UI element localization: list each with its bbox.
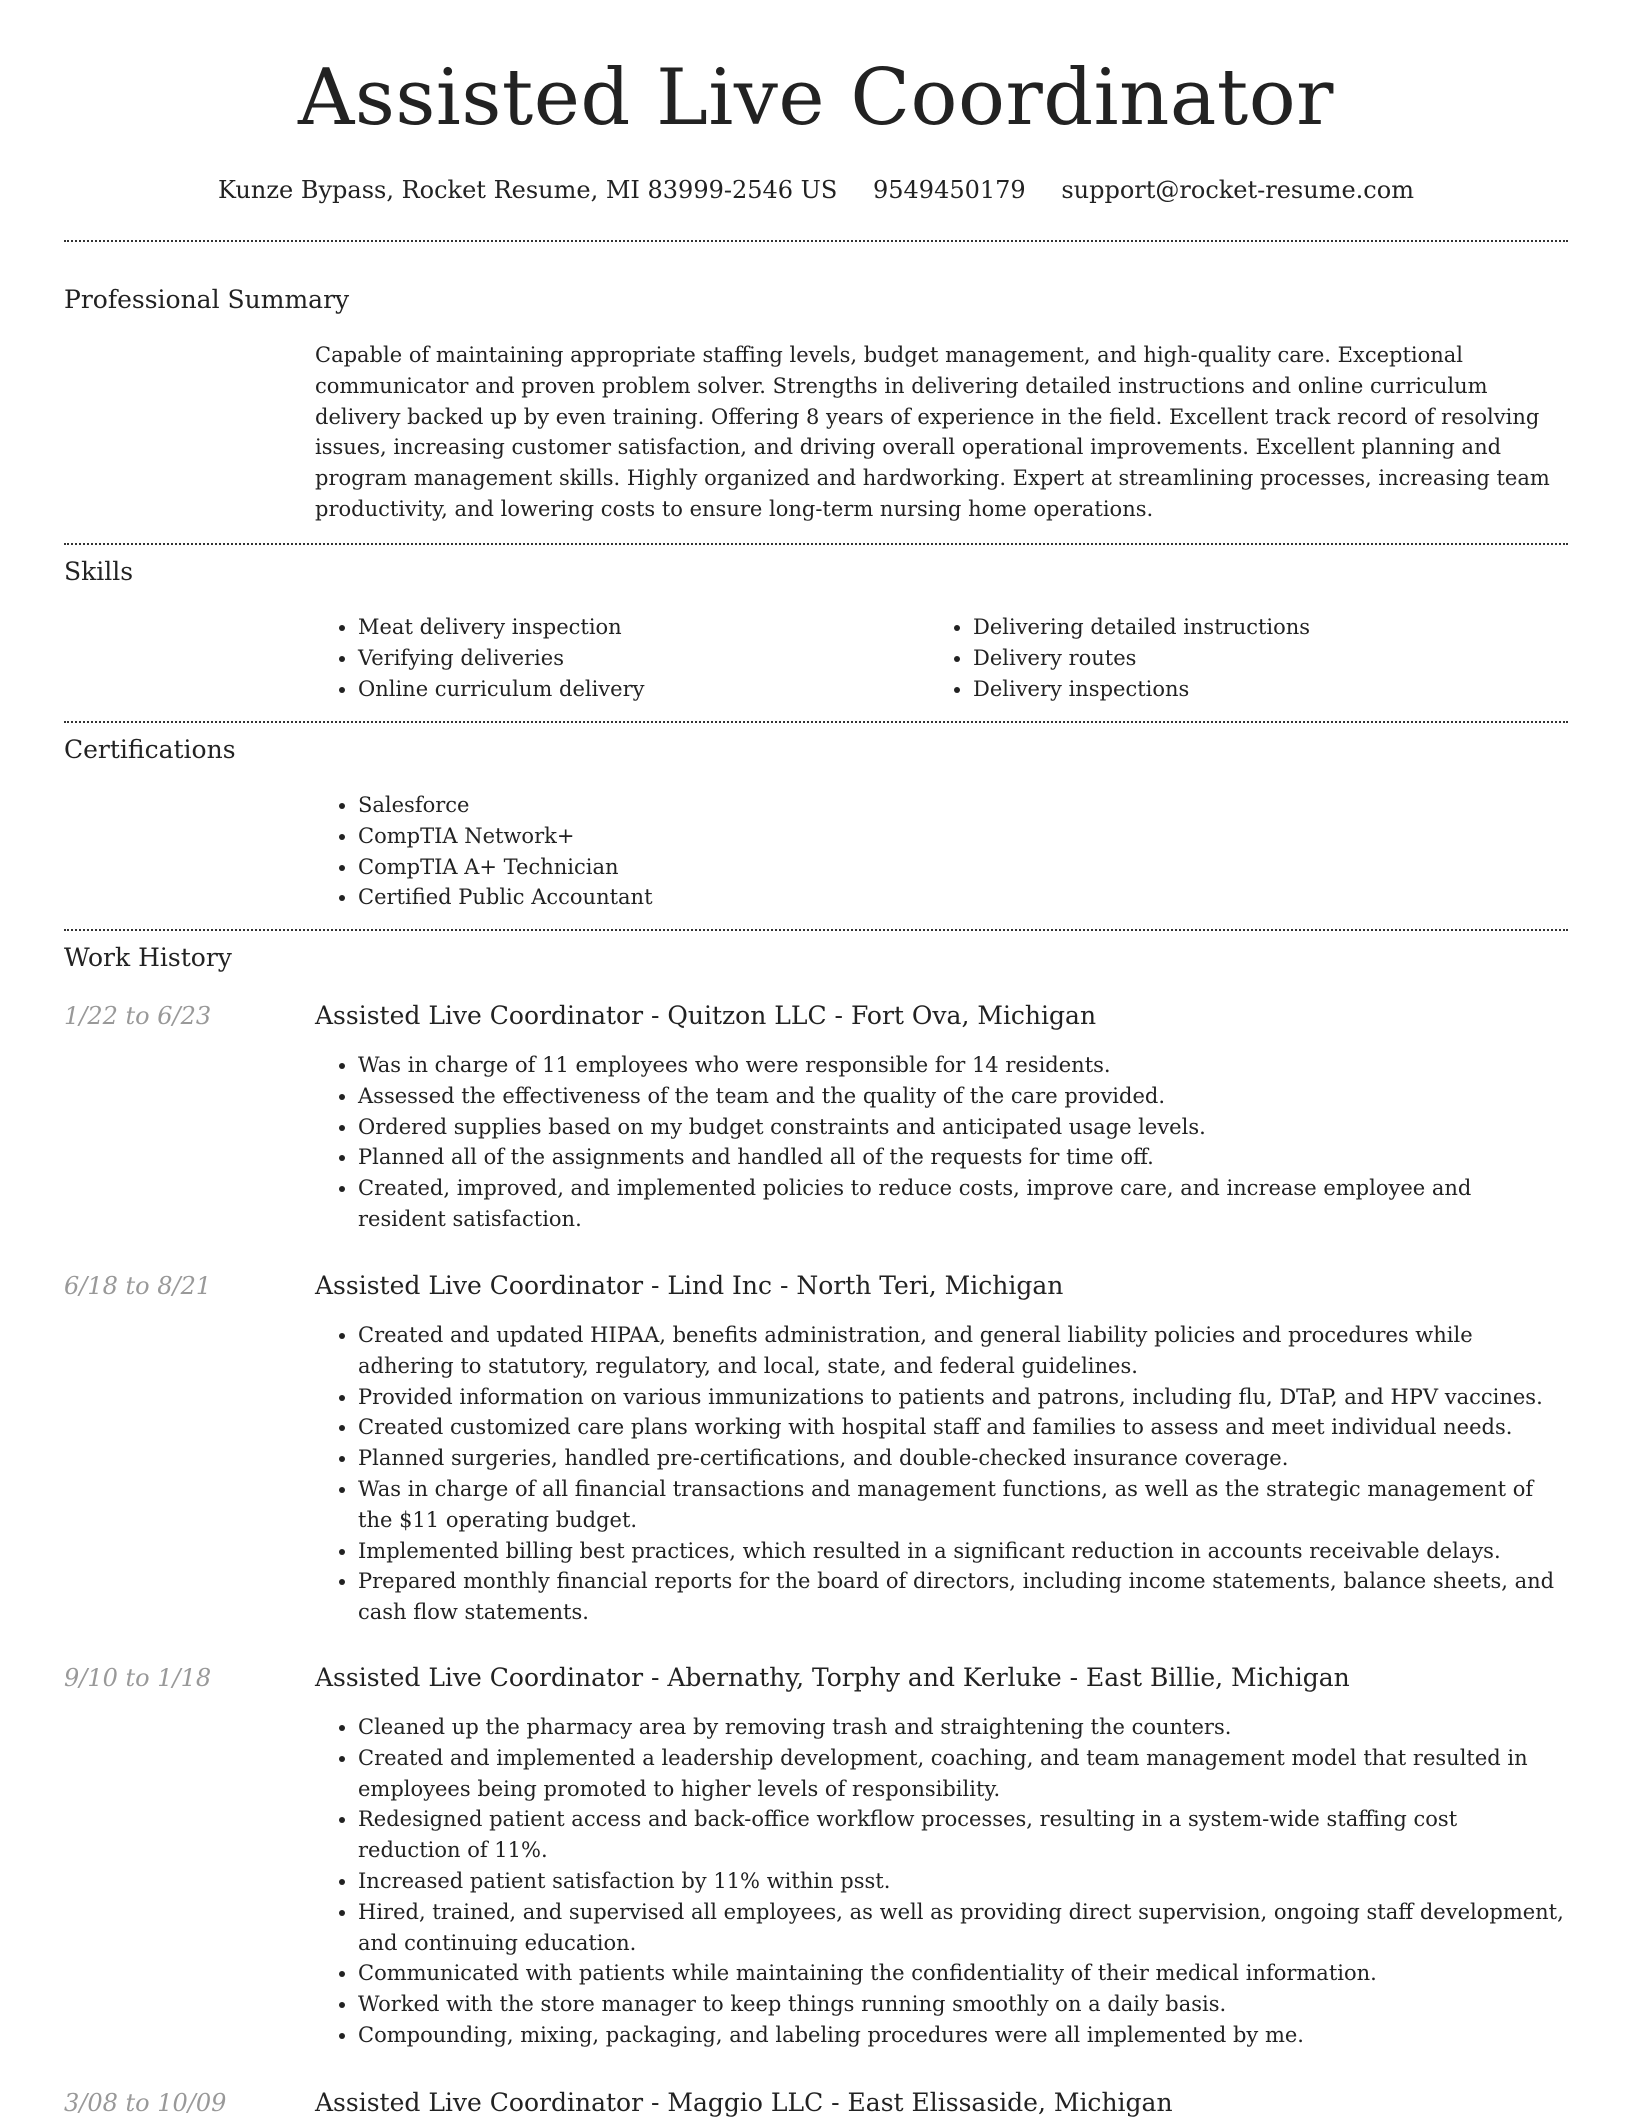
job-title: Assisted Live Coordinator - Abernathy, Torphy and Kerluke - East Billie, Michigan — [315, 1663, 1350, 1692]
job-bullets — [315, 1320, 1565, 1628]
job-title: Assisted Live Coordinator - Quitzon LLC - Fort Ova, Michigan — [315, 1001, 1097, 1030]
job-bullet: • Ordered supplies based on my budget constraints and anticipated usage levels. — [358, 1112, 1565, 1143]
job-bullet: • Created, improved, and implemented policies to reduce costs, improve care, and increase employee and resident satisfaction. — [358, 1173, 1565, 1235]
job-bullet: • Created and updated HIPAA, benefits administration, and general liability policies and procedures while adhering to statutory, regulatory, and local, state, and federal guidelines. — [358, 1320, 1565, 1382]
job-dates: 1/22 to 6/23 — [64, 1002, 212, 1030]
job-bullet: • Provided information on various immunizations to patients and patrons, including flu, DTaP, and HPV vaccines. — [358, 1382, 1565, 1413]
certifications-heading: Certifications — [64, 735, 236, 764]
skills-column-1 — [315, 612, 915, 704]
job-bullet: • Worked with the store manager to keep things running smoothly on a daily basis. — [358, 1989, 1565, 2020]
job-bullet: • Planned all of the assignments and handled all of the requests for time off. — [358, 1142, 1565, 1173]
job-bullet: • Planned surgeries, handled pre-certifications, and double-checked insurance coverage. — [358, 1443, 1565, 1474]
summary-text: Capable of maintaining appropriate staffing levels, budget management, and high-quality care. Exceptional communicator and proven problem solver. Strengths in delivering detailed instructions and online curriculum delivery backed up by even training. Offering 8 years of experience in the field. Excellent track record of resolving issues, increasing customer satisfaction, and driving overall operational improvements. Excellent planning and program management skills. Highly organized and hardworking. Expert at streamlining processes, increasing team productivity, and lowering costs to ensure long-term nursing home operations. — [315, 343, 1550, 521]
job-bullet: • Cleaned up the pharmacy area by removing trash and straightening the counters. — [358, 1712, 1565, 1743]
contact-phone: 9549450179 — [872, 176, 1026, 204]
job-bullet: • Assessed the effectiveness of the team and the quality of the care provided. — [358, 1081, 1565, 1112]
skill-item: • Delivering detailed instructions — [973, 612, 1550, 643]
job-bullet: • Created and implemented a leadership development, coaching, and team management model that resulted in employees being promoted to higher levels of responsibility. — [358, 1743, 1565, 1805]
job-title: Assisted Live Coordinator - Maggio LLC - East Elissaside, Michigan — [315, 2088, 1173, 2117]
certification-item: • Certified Public Accountant — [358, 882, 1565, 913]
contact-address: Kunze Bypass, Rocket Resume, MI 83999-2546 US — [218, 176, 838, 204]
contact-line — [64, 170, 1568, 210]
job-bullet: • Redesigned patient access and back-office workflow processes, resulting in a system-wide staffing cost reduction of 11%. — [358, 1804, 1565, 1866]
section-divider — [64, 543, 1568, 545]
contact-email: support@rocket-resume.com — [1061, 176, 1414, 204]
section-divider — [64, 929, 1568, 931]
job-bullet: • Implemented billing best practices, which resulted in a significant reduction in accounts receivable delays. — [358, 1536, 1565, 1567]
job-dates: 3/08 to 10/09 — [64, 2089, 227, 2117]
summary-heading: Professional Summary — [64, 285, 350, 314]
work-history-heading: Work History — [64, 943, 232, 972]
job-bullets — [315, 1712, 1565, 2051]
skills-column-2 — [930, 612, 1550, 704]
section-divider — [64, 240, 1568, 242]
job-bullet: • Compounding, mixing, packaging, and labeling procedures were all implemented by me. — [358, 2020, 1565, 2051]
skill-item: • Verifying deliveries — [358, 643, 915, 674]
job-title: Assisted Live Coordinator - Lind Inc - North Teri, Michigan — [315, 1271, 1064, 1300]
job-bullet: • Was in charge of 11 employees who were responsible for 14 residents. — [358, 1050, 1565, 1081]
skill-item: • Meat delivery inspection — [358, 612, 915, 643]
certifications-list — [315, 790, 1565, 913]
skill-item: • Delivery inspections — [973, 674, 1550, 705]
job-bullet: • Communicated with patients while maintaining the confidentiality of their medical information. — [358, 1958, 1565, 1989]
skill-item: • Online curriculum delivery — [358, 674, 915, 705]
skills-heading: Skills — [64, 557, 134, 586]
job-bullets — [315, 1050, 1565, 1235]
skill-item: • Delivery routes — [973, 643, 1550, 674]
job-bullet: • Increased patient satisfaction by 11% within psst. — [358, 1866, 1565, 1897]
certification-item: • Salesforce — [358, 790, 1565, 821]
certification-item: • CompTIA A+ Technician — [358, 852, 1565, 883]
job-bullet: • Prepared monthly financial reports for the board of directors, including income statements, balance sheets, and cash flow statements. — [358, 1566, 1565, 1628]
job-dates: 6/18 to 8/21 — [64, 1272, 212, 1300]
certification-item: • CompTIA Network+ — [358, 821, 1565, 852]
job-bullet: • Created customized care plans working with hospital staff and families to assess and meet individual needs. — [358, 1412, 1565, 1443]
section-divider — [64, 721, 1568, 723]
resume-name: Assisted Live Coordinator — [298, 53, 1334, 143]
job-bullet: • Hired, trained, and supervised all employees, as well as providing direct supervision, ongoing staff development, and continuing education. — [358, 1897, 1565, 1959]
job-bullet: • Was in charge of all financial transactions and management functions, as well as the strategic management of the $11 operating budget. — [358, 1474, 1565, 1536]
job-dates: 9/10 to 1/18 — [64, 1664, 212, 1692]
